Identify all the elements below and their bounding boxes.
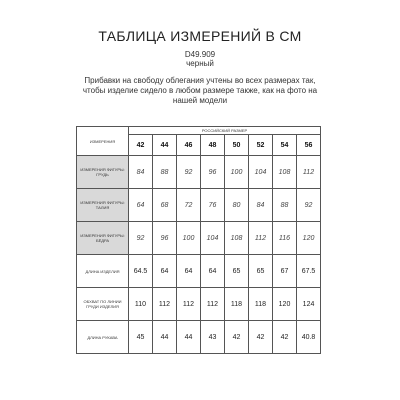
table-cell: 100 [177,222,201,255]
table-cell: 45 [129,321,153,354]
page-title: ТАБЛИЦА ИЗМЕРЕНИЙ В СМ [98,28,302,44]
table-cell: 96 [153,222,177,255]
table-cell: 118 [225,288,249,321]
product-info [0,50,400,68]
empty-corner-cell [77,127,129,156]
table-cell: 112 [297,156,321,189]
table-cell: 92 [297,189,321,222]
row-label: ДЛИНА ИЗДЕЛИЯ [77,255,129,288]
table-row [77,222,321,255]
table-cell: 92 [129,222,153,255]
table-cell: 80 [225,189,249,222]
table-cell: 112 [177,288,201,321]
size-header-cell: 44 [153,135,177,156]
size-header-cell: 46 [177,135,201,156]
table-cell: 112 [249,222,273,255]
table-cell: 68 [153,189,177,222]
table-cell: 64 [129,189,153,222]
table-cell: 42 [225,321,249,354]
table-cell: 88 [273,189,297,222]
table-row [77,156,321,189]
table-cell: 40.8 [297,321,321,354]
table-cell: 64 [201,255,225,288]
size-system-header-row [77,127,321,135]
size-header-cell: 42 [129,135,153,156]
table-cell: 72 [177,189,201,222]
table-cell: 42 [249,321,273,354]
row-label: ИЗМЕРЕНИЯ ФИГУРЫ: БЁДРА [77,222,129,255]
size-header-cell: 56 [297,135,321,156]
table-cell: 44 [177,321,201,354]
size-header-cell: 54 [273,135,297,156]
table-cell: 88 [153,156,177,189]
table-cell: 43 [201,321,225,354]
table-cell: 110 [129,288,153,321]
row-label: ИЗМЕРЕНИЯ ФИГУРЫ: ГРУДЬ [77,156,129,189]
size-header-cell: 48 [201,135,225,156]
table-cell: 65 [249,255,273,288]
table-cell: 65 [225,255,249,288]
row-label: ДЛИНА РУКАВА [77,321,129,354]
table-cell: 84 [249,189,273,222]
size-header-cell: 52 [249,135,273,156]
table-cell: 120 [273,288,297,321]
article-code: D49.909 [184,50,216,59]
table-cell: 64 [153,255,177,288]
table-cell: 64.5 [129,255,153,288]
table-cell: 64 [177,255,201,288]
table-cell: 67 [273,255,297,288]
table-row [77,321,321,354]
size-header-cell: 50 [225,135,249,156]
table-cell: 44 [153,321,177,354]
table-cell: 104 [249,156,273,189]
table-cell: 100 [225,156,249,189]
row-label: ОБХВАТ ПО ЛИНИИ ГРУДИ ИЗДЕЛИЯ [77,288,129,321]
table-cell: 76 [201,189,225,222]
measurements-label: ИЗМЕРЕНИЯ [89,138,116,144]
color-name: черный [186,59,214,68]
table-cell: 96 [201,156,225,189]
table-cell: 84 [129,156,153,189]
table-cell: 118 [249,288,273,321]
table-cell: 92 [177,156,201,189]
table-cell: 104 [201,222,225,255]
table-cell: 42 [273,321,297,354]
row-label: ИЗМЕРЕНИЯ ФИГУРЫ: ТАЛИЯ [77,189,129,222]
table-cell: 67.5 [297,255,321,288]
table-cell: 116 [273,222,297,255]
size-table [76,126,321,354]
size-system-label: РОССИЙСКИЙ РАЗМЕР [129,127,321,135]
size-table-body [77,127,321,354]
table-cell: 124 [297,288,321,321]
table-cell: 120 [297,222,321,255]
table-cell: 108 [273,156,297,189]
table-cell: 112 [201,288,225,321]
table-row [77,255,321,288]
table-row [77,189,321,222]
fit-note: Прибавки на свободу облегания учтены во всех размерах так, чтобы изделие сидело в любом размере также, как на фото на нашей модели [82,76,318,105]
table-cell: 112 [153,288,177,321]
table-row [77,288,321,321]
table-cell: 108 [225,222,249,255]
